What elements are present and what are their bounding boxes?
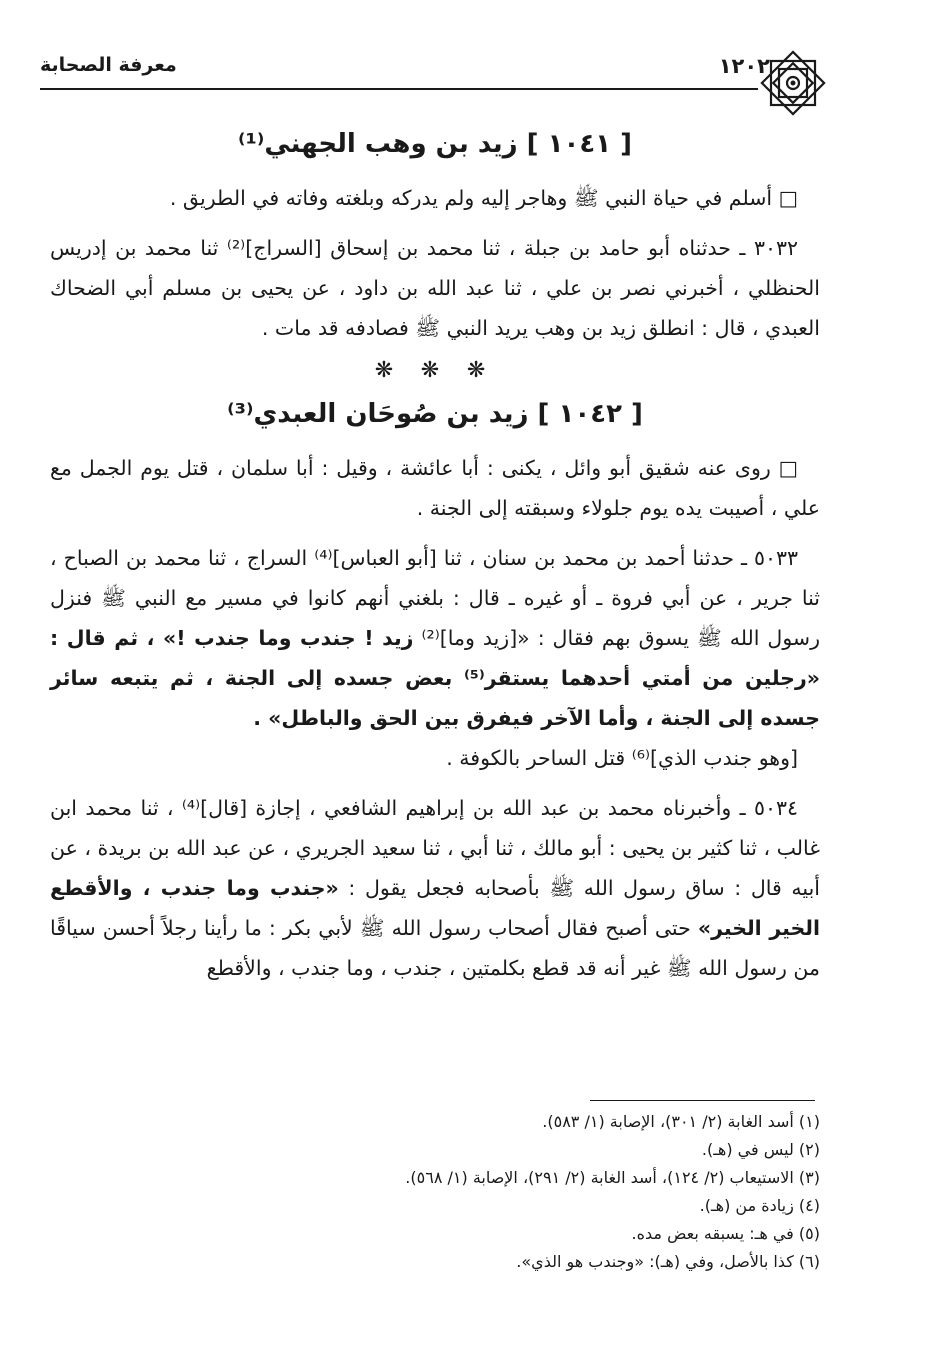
entry-title-1042: [ ١٠٤٢ ] زيد بن صُوحَان العبدي⁽³⁾ (227, 399, 643, 429)
page-number: ١٢٠٢ (718, 54, 770, 78)
footnote: (٦) كذا بالأصل، وفي (هـ): «وجندب هو الذي». (516, 1252, 820, 1271)
footnote-rule (590, 1100, 815, 1101)
footnotes (140, 1108, 820, 1276)
editor-note: [وهو جندب الذي]⁽⁶⁾ قتل الساحر بالكوفة . (446, 746, 798, 770)
book-title: معرفة الصحابة (40, 54, 177, 76)
entry-1041-summary: □ أسلم في حياة النبي ﷺ وهاجر إليه ولم يدركه وبلغته وفاته في الطريق . (169, 186, 798, 210)
footnote: (٢) ليس في (هـ). (701, 1140, 820, 1159)
hadith-5034 (50, 788, 820, 988)
footnote: (٥) في هـ: يسبقه بعض مده. (631, 1224, 820, 1243)
header-rule (40, 88, 758, 90)
hadith-3032: ٣٠٣٢ ـ حدثناه أبو حامد بن جبلة ، ثنا محمد بن إسحاق [السراج]⁽²⁾ ثنا محمد بن إدريس الحنظلي ، أخبرني نصر بن علي ، ثنا عبد الله بن داود ، عن يحيى بن مسلم أبي الضحاك العبدي ، قال : انطلق زيد بن وهب يريد النبي ﷺ فصادفه قد مات . (50, 236, 820, 340)
octagram-ornament-icon (758, 48, 828, 118)
page-header (40, 48, 830, 104)
hadith-5034-text-continued: حتى أصبح فقال أصحاب رسول الله ﷺ لأبي بكر : ما رأينا رجلاً أحسن سياقًا من رسول الله ﷺ غير أنه قد قطع بكلمتين ، جندب ، وما جندب ، والأقطع (50, 916, 820, 980)
hadith-5033 (50, 538, 820, 738)
entry-title-1041: [ ١٠٤١ ] زيد بن وهب الجهني⁽¹⁾ (237, 129, 633, 159)
section-separator: ❋ ❋ ❋ (374, 358, 496, 383)
hadith-5033-text: ٥٠٣٣ ـ حدثنا أحمد بن محمد بن سنان ، ثنا [أبو العباس]⁽⁴⁾ السراج ، ثنا محمد بن الصباح ، ثنا جرير ، عن أبي فروة ـ أو غيره ـ قال : بلغني أنهم كانوا في مسير مع النبي ﷺ فنزل رسول الله ﷺ يسوق بهم فقال : «[زيد وما]⁽²⁾ (50, 546, 820, 650)
footnote: (٣) الاستيعاب (٢/ ١٢٤)، أسد الغابة (٢/ ٢٩١)، الإصابة (١/ ٥٦٨). (405, 1168, 820, 1187)
hadith-5034-prophetic-saying: «جندب وما جندب ، والأقطع الخير الخير» (50, 876, 820, 940)
main-text (50, 118, 820, 988)
footnote: (١) أسد الغابة (٢/ ٣٠١)، الإصابة (١/ ٥٨٣). (542, 1112, 820, 1131)
hadith-5033-prophetic-saying: زيد ! جندب وما جندب !» ، ثم قال : «رجلين من أمتي أحدهما يستقر⁽⁵⁾ بعض جسده إلى الجنة ، ثم يتبعه سائر جسده إلى الجنة ، وأما الآخر فيفرق بين الحق والباطل» . (50, 626, 821, 730)
entry-1042-summary: □ روى عنه شقيق أبو وائل ، يكنى : أبا عائشة ، وقيل : أبا سلمان ، قتل يوم الجمل مع علي ، أصيبت يده يوم جلولاء وسبقته إلى الجنة . (50, 456, 820, 520)
footnote: (٤) زيادة من (هـ). (699, 1196, 820, 1215)
hadith-5034-text: ٥٠٣٤ ـ وأخبرناه محمد بن عبد الله بن إبراهيم الشافعي ، إجازة [قال]⁽⁴⁾ ، ثنا محمد ابن غالب ، ثنا كثير بن يحيى : أبو مالك ، ثنا أبي ، ثنا سعيد الجريري ، عن عبد الله بن بريدة ، عن أبيه قال : ساق رسول الله ﷺ بأصحابه فجعل يقول : (50, 796, 820, 900)
